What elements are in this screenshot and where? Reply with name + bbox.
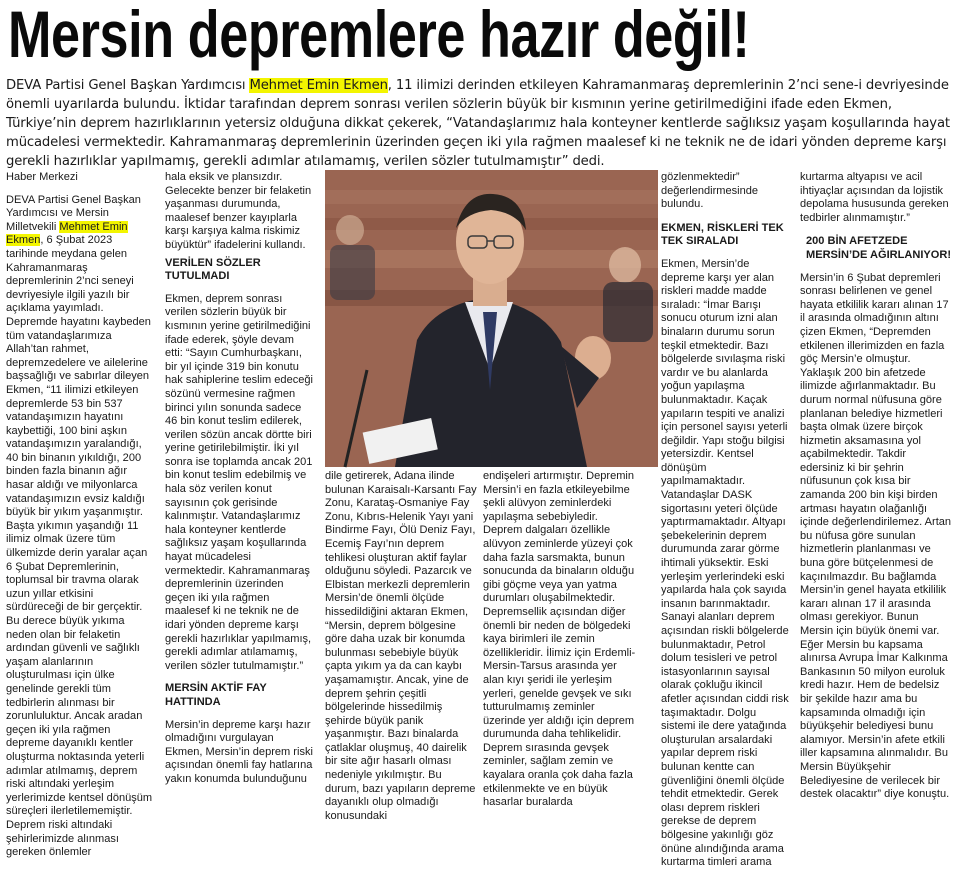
column-3 xyxy=(325,470,479,822)
ekmen-photo xyxy=(325,170,658,467)
ekmen-photo-illustration xyxy=(325,170,658,467)
c6-paragraph-1: kurtarma altyapısı ve acil ihtiyaçlar açısından da lojistik depolama hususunda gereken tedbirler alınmamıştır.” xyxy=(800,171,949,224)
c1-name-highlight: Mehmet Emin Ekmen xyxy=(6,220,128,247)
c2-paragraph-1: hala eksik ve plansızdır. Gelecekte benzer bir felaketin yaşanması durumunda, maalesef benzer kayıplarla karşı karşıya kalma riskimiz büyüktür” ifadelerini kullandı. xyxy=(165,171,312,251)
c2-subhead-2: MERSİN AKTİF FAY HATTINDA xyxy=(165,682,267,708)
column-6 xyxy=(800,171,952,801)
c4-paragraph-1: endişeleri artırmıştır. Depremin Mersin’i en fazla etkileyebilme şekli alüvyon zeminlerdeki yapılaşma sebebiyledir. Deprem dalgaları özellikle alüvyon zeminlerde yüzeyi çok daha fazla sarsmakta, bunun sonucunda da binaların olduğu gibi göçme veya yan yatma durumları oluşabilmektedir. Depremsellik açısından diğer önemli bir neden de bölgedeki kaya birimleri ile zemin özellikleridir. İlimiz için Erdemli-Mersin-Tarsus arasında yer alan kıyı şeridi ile yerleşim yerleri, genelde gevşek ve sıkı tutturulmamış zeminler üzerinde yer aldığı için deprem durumunda daha tehlikelidir. Deprem sırasında gevşek zeminler, sağlam zemin ve kayalara oranla çok daha fazla etkilenmekte ve en büyük hasarlar buralarda xyxy=(483,470,636,809)
lead-name-highlight: Mehmet Emin Ekmen xyxy=(249,78,388,93)
lead-pre: DEVA Partisi Genel Başkan Yardımcısı xyxy=(6,78,250,93)
c1-pre: DEVA Partisi Genel Başkan Yardımcısı ve Mersin Milletvekili xyxy=(6,193,141,233)
c2-paragraph-2: Ekmen, deprem sonrası verilen sözlerin büyük bir kısmının yerine getirilmediğini ifade ederek, şöyle devam etti: “Sayın Cumhurbaşkanı, bir yıl içinde 319 bin konutu hak sahiplerine teslim edeceği sözünü vermesine rağmen birinci yılın sonunda sadece 46 bin konut teslim edilerek, verilen sözün ancak dörtte biri yerine getirilebilmiştir. İki yıl sonra ise toplamda ancak 201 bin konut teslim edebilmiş ve hala söz verilen konut sayısının çok gerisinde kalınmıştır. Vatandaşlarımız hala konteyner kentlerde sağlıksız yaşam koşullarında hayat mücadelesi vermektedir. Kahramanmaraş depremlerinin üzerinden geçen iki yıla rağmen maalesef ki ne teknik ne de idari yönden depreme karşı gerekli hazırlıklar yapılmamış, gerekli adımlar atılamamış, verilen sözler tutulmamıştır.” xyxy=(165,292,313,672)
byline: Haber Merkezi xyxy=(6,171,78,183)
c6-subhead-1: 200 BİN AFETZEDE MERSİN’DE AĞIRLANIYOR! xyxy=(806,235,952,261)
c6-paragraph-2: Mersin’in 6 Şubat depremleri sonrası belirlenen ve genel hayata etkililik kararı alınan 17 il arasında olmadığının altını çizen Ekmen, “Depremden etkilenen illerimizden en fazla göç Mersin’e olmuştur. Yaklaşık 200 bin afetzede ilimizde ağırlanmaktadır. Bu durum normal nüfusuna göre planlanan belediye hizmetleri başta olmak üzere birçok hizmetin aksamasına yol açabilmektedir. Takdir edersiniz ki bir şehrin nüfusunun çok kısa bir zamanda 200 bin kişi birden artması hayatın olağanlığı içinde değerlendirilemez. Artan bu nüfusa göre sunulan hizmetlerin planlanması ve buna göre bütçelenmesi de kaçınılmazdır. Bu bağlamda Mersin’in genel hayata etkililik kararı alınan 17 il arasında olması gerekiyor. Bunun Mersin için büyük önemi var. Eğer Mersin bu kapsama alınırsa Avrupa İmar Kalkınma Bankasının 50 milyon euroluk kredi hazır. Hem de bedelsiz bir şekilde hazır ama bu kapsamında olmadığı için büyükşehir belediyesi bunu alamıyor. Mersin’in afete etkili iller kapsamına alınmalıdır. Bu Mersin Büyükşehir Belediyesine de verilecek bir destek olacaktır” diye konuştu. xyxy=(800,271,952,801)
c5-paragraph-2: Ekmen, Mersin’de depreme karşı yer alan riskleri madde madde sıraladı: “İmar Barışı sonucu oturum izni alan binaların durumu sorun teşkil etmektedir. Bazı bölgelerde sıvılaşma riski vardır ve bu alanlarda yoğun yapılaşma bulunmaktadır. Kaçak yapıların tespiti ve analizi için personel sayısı yeterli değildir. Yapı stoğu bilgisi yetersizdir. Kentsel dönüşüm yapılmamaktadır. Vatandaşlar DASK sigortasını yeteri ölçüde yaptırmamaktadır. Altyapı şebekelerinin deprem durumunda zarar görme ihtimali yüksektir. Eski yerleşim yerlerindeki eski yapılarda hala çok sayıda insanın barınmaktadır. Sanayi alanları deprem açısından riskli bölgelerde bulunmaktadır, Petrol dolum tesisleri ve petrol istasyonlarının sayısal olarak çokluğu ikincil afetler açısından ciddi risk taşımaktadır. Dolgu sistemi ile dere yatağında oluşturulan arsalardaki yapılar deprem riski bulunan kentte can güvenliğini önemli ölçüde tehdit etmektedir. Gerek olası deprem riskleri gerekse de deprem bölgesine yakınlığı göz önüne alındığında arama kurtarma timleri arama xyxy=(661,257,789,869)
headline: Mersin depremlere hazır değil! xyxy=(8,0,750,71)
c5-subhead-1: EKMEN, RİSKLERİ TEK TEK SIRALADI xyxy=(661,221,784,248)
column-2 xyxy=(165,171,314,785)
c5-paragraph-1: gözlenmektedir” değerlendirmesinde bulundu. xyxy=(661,171,759,211)
lead-paragraph xyxy=(6,76,954,171)
c2-paragraph-3: Mersin’in depreme karşı hazır olmadığını vurgulayan Ekmen, Mersin’in deprem riski açısından önemli fay hatlarına yakın konumda bulunduğunu xyxy=(165,718,313,785)
column-1-paragraph xyxy=(6,194,153,860)
c1-post: , 6 Şubat 2023 tarihinde meydana gelen Kahramanmaraş depremlerinin 2’nci seneyi devriyesiyle ilgili yazılı bir açıklama yayımladı. Depremde hayatını kaybeden tüm vatandaşlarımıza Allah’tan rahmet, depremzedelere ve ailelerine başsağlığı ve sabırlar dileyen Ekmen, “11 ilimizi etkileyen depremlerde 53 bin 537 vatandaşımızın hayatını kaybettiği, 100 bini aşkın vatandaşımızın yaralandığı, 40 bin binanın yıkıldığı, 200 binden fazla binanın ağır hasar aldığı ve milyonlarca vatandaşımızın evsiz kaldığı büyük bir yıkım yaşanmıştır. Başta yıkımın yaşandığı 11 ilimiz olmak üzere tüm ülkemizde derin yaralar açan 6 Şubat Depremlerinin, toplumsal bir travma olarak uzun yıllar etkisini sürdüreceği de bir gerçektir. Bu derece büyük yıkıma neden olan bir felaketin ardından güvenli ve sağlıklı yaşam alanlarının oluşturulması için ülke genelinde gerekli tüm tedbirlerin alınması bir zorunluluktur. Ancak aradan geçen iki yıla rağmen depreme dayanıklı kentler oluşturma noktasında yeterli adımlar atılmamış, deprem riski altındaki yerleşim yerlerimizde kentsel dönüşüm süreçleri ilerletilememiştir. Deprem riski altındaki şehirlerimizde alınması gereken önlemler xyxy=(6,234,153,859)
column-5 xyxy=(661,171,791,869)
column-1 xyxy=(6,171,153,859)
column-4 xyxy=(483,470,639,809)
c3-paragraph-1: dile getirerek, Adana ilinde bulunan Karaisalı-Karsantı Fay Zonu, Karataş-Osmaniye Fay Zonu, Kıbrıs-Helenik Yayı yani Bindirme Fayı, Ölü Deniz Fayı, Ecemiş Fayı’nın deprem tehlikesi oluşturan aktif faylar olduğunu söyledi. Pazarcık ve Elbistan merkezli depremlerin Mersin’de önemli ölçüde hissedildiğini aktaran Ekmen, “Mersin, deprem bölgesine göre daha uzak bir konumda bulunması sebebiyle büyük çapta yıkım ya da can kaybı yaşamamıştır. Ancak, yine de deprem şehrin çeşitli bölgelerinde hissedilmiş şehirde büyük panik yaşanmıştır. Bazı binalarda çatlaklar oluşmuş, 40 dairelik bir site ağır hasarlı olması nedeniyle yıkılmıştır. Bu durum, bazı yapıların depreme dayanıklı olup olmadığı konusundaki xyxy=(325,470,477,822)
lead-post: , 11 ilimizi derinden etkileyen Kahramanmaraş depremlerinin 2’nci sene-i devriyesinde önemli uyarılarda bulundu. İktidar tarafından deprem sonrası verilen sözlerin büyük bir kısmının yerine getirilmediğini ifade eden Ekmen, Türkiye’nin deprem hazırlıklarının yetersiz olduğuna dikkat çekerek, “Vatandaşlarımız hala konteyner kentlerde sağlıksız yaşam koşullarında hayat mücadelesi vermektedir. Kahramanmaraş depremlerinin üzerinden geçen iki yıla rağmen maalesef ki ne teknik ne de idari yönden depreme karşı gerekli hazırlıklar yapılmamış, gerekli adımlar atılamamış, verilen sözler tutulmamıştır” dedi. xyxy=(6,78,950,169)
c2-subhead-1: VERİLEN SÖZLER TUTULMADI xyxy=(165,256,261,283)
